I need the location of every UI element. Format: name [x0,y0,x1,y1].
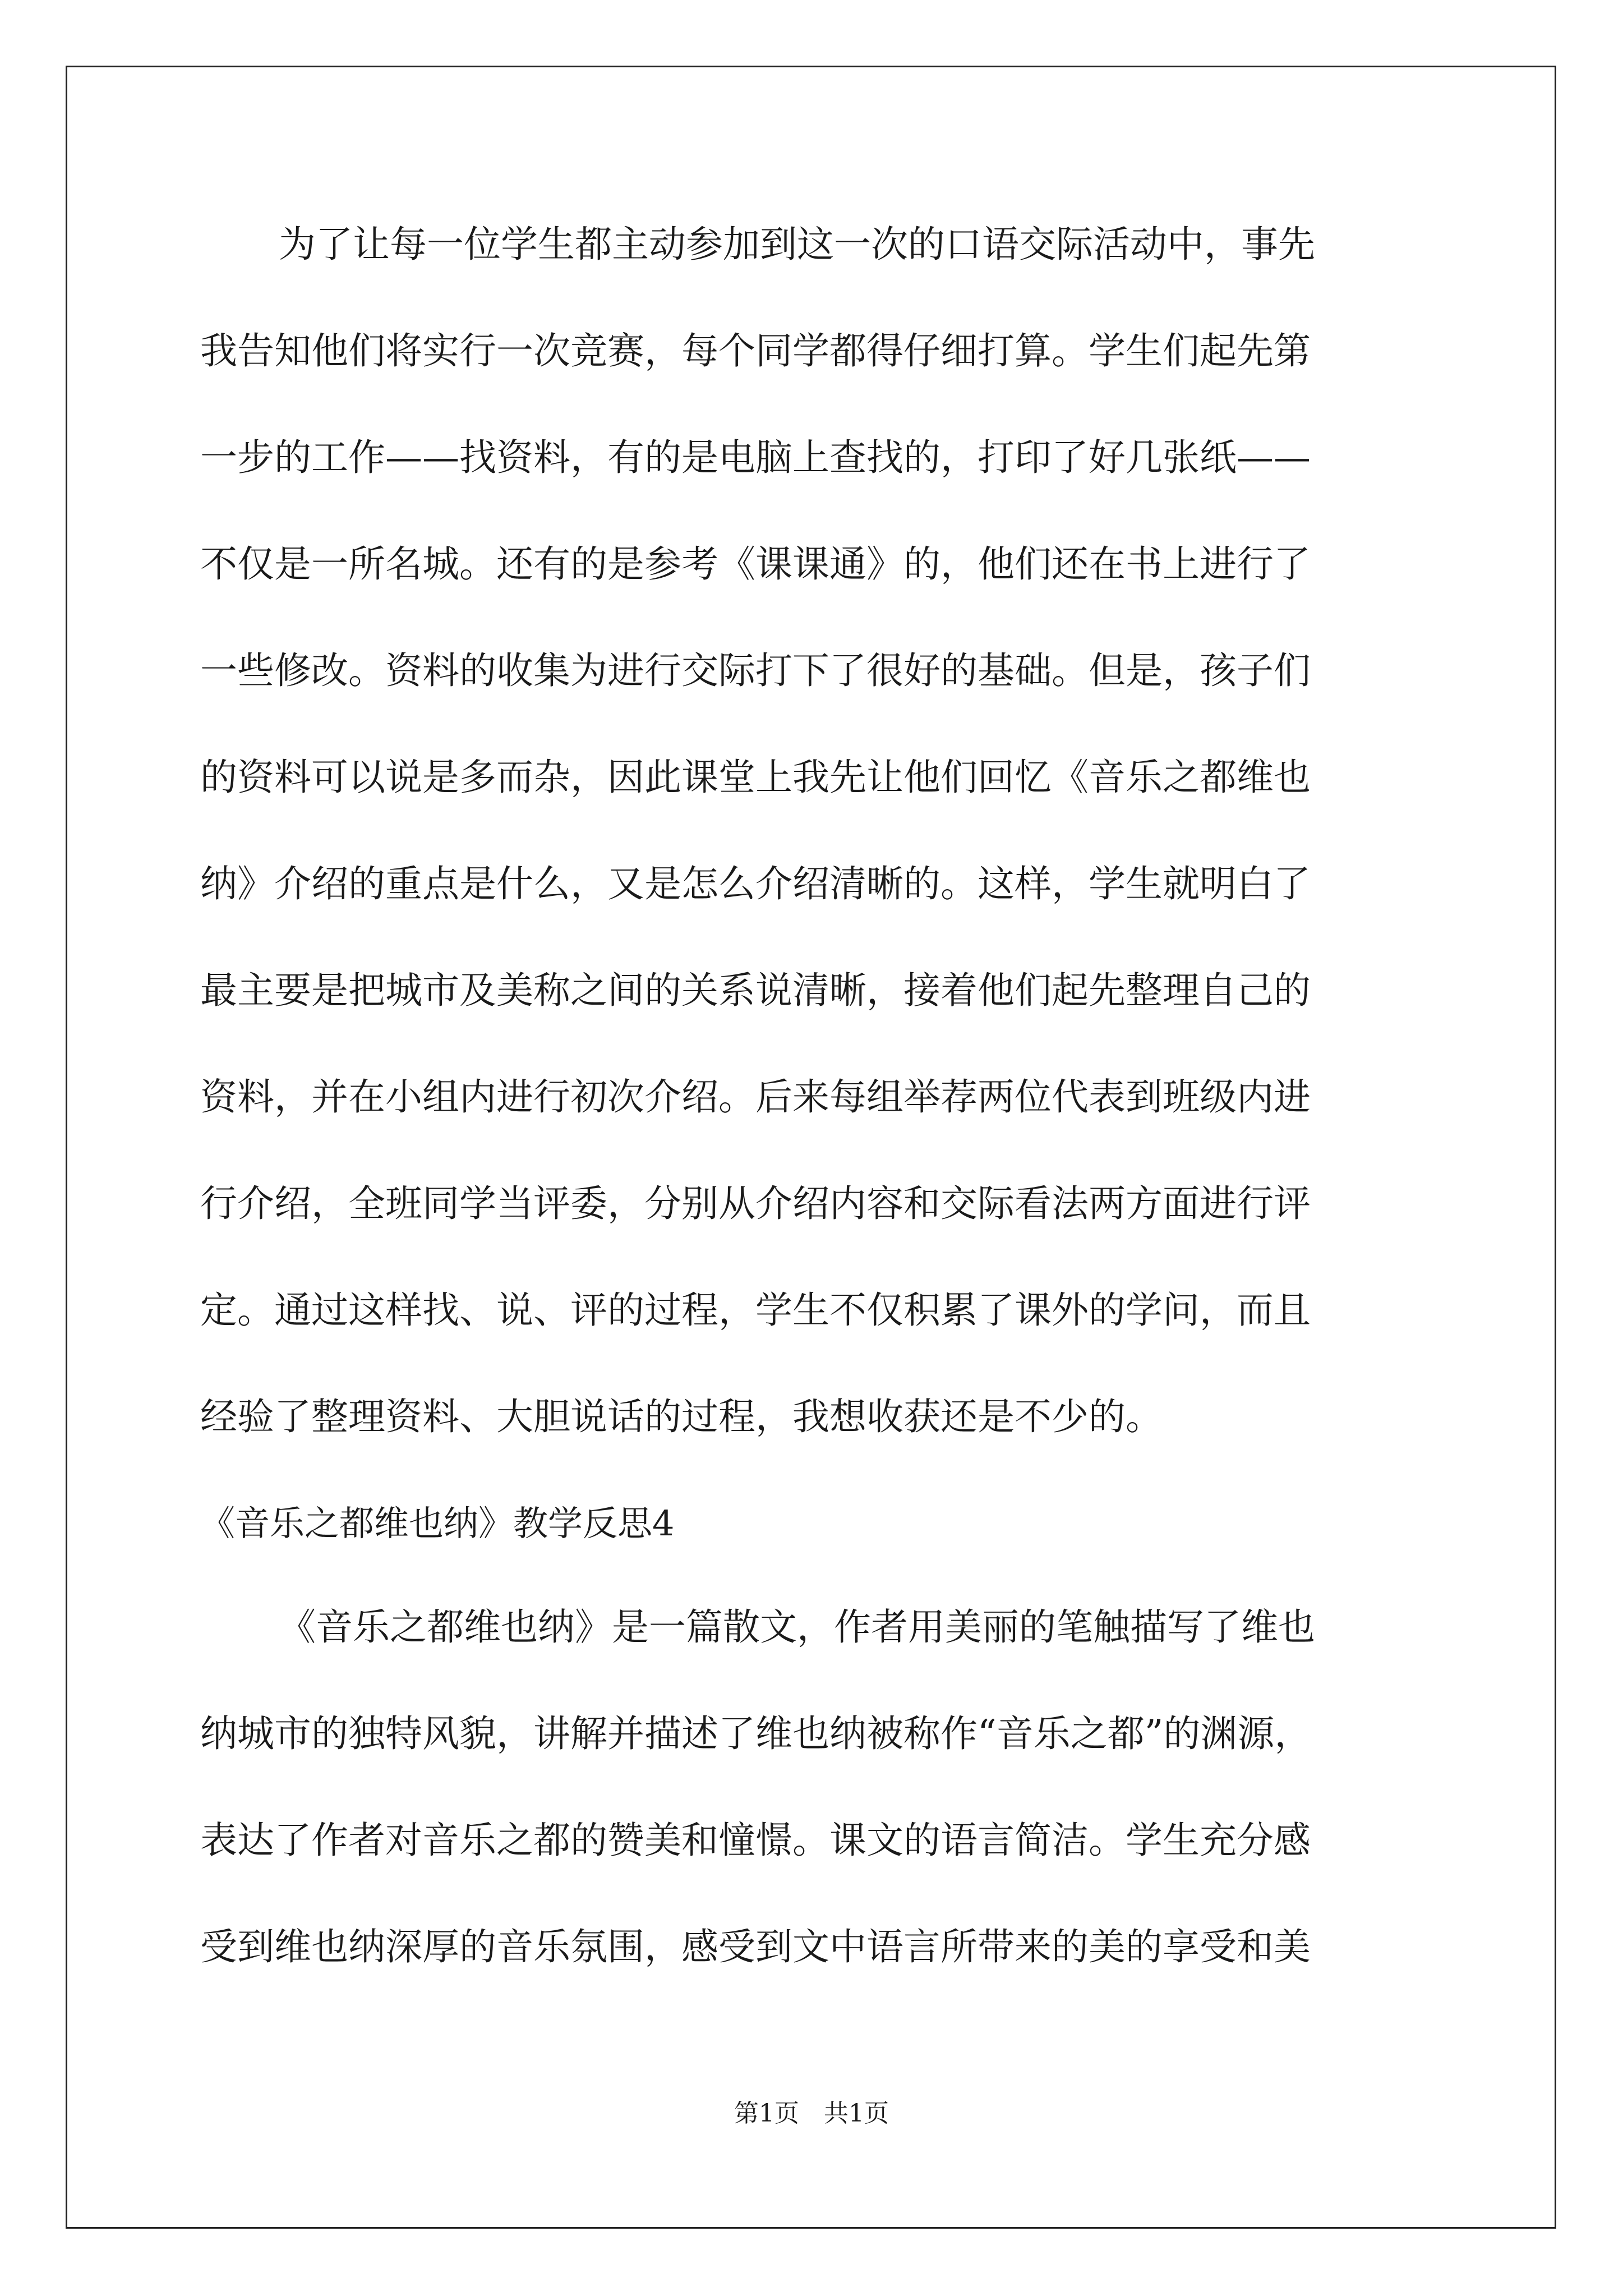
text-line: 一些修改。资料的收集为进行交际打下了很好的基础。但是，孩子们 [200,649,1311,692]
text-line: 表达了作者对音乐之都的赞美和憧憬。课文的语言简洁。学生充分感 [200,1819,1311,1862]
paragraph-2 [200,1600,1434,2027]
text-line: 纳》介绍的重点是什么，又是怎么介绍清晰的。这样，学生就明白了 [200,862,1311,905]
document-body [200,218,1434,2027]
text-line: 不仅是一所名城。还有的是参考《课课通》的，他们还在书上进行了 [200,542,1311,586]
text-line: 最主要是把城市及美称之间的关系说清晰，接着他们起先整理自己的 [200,969,1311,1012]
paragraph-1 [200,218,1434,1497]
text-line: 行介绍，全班同学当评委，分别从介绍内容和交际看法两方面进行评 [200,1182,1311,1225]
text-line: 经验了整理资料、大胆说话的过程，我想收获还是不少的。 [200,1395,1163,1438]
text-line: 受到维也纳深厚的音乐氛围，感受到文中语言所带来的美的享受和美 [200,1925,1311,1968]
text-line: 《音乐之都维也纳》是一篇散文，作者用美丽的笔触描写了维也 [279,1605,1315,1649]
text-line: 一步的工作——找资料，有的是电脑上查找的，打印了好几张纸—— [200,436,1311,479]
text-line: 为了让每一位学生都主动参加到这一次的口语交际活动中，事先 [279,223,1315,266]
text-line: 纳城市的独特风貌，讲解并描述了维也纳被称作“音乐之都”的渊源， [200,1712,1312,1755]
section-heading: 《音乐之都维也纳》教学反思4 [200,1503,675,1544]
page-number-footer: 第1页 共1页 [734,2099,889,2128]
text-line: 资料，并在小组内进行初次介绍。后来每组举荐两位代表到班级内进 [200,1075,1311,1119]
text-line: 的资料可以说是多而杂，因此课堂上我先让他们回忆《音乐之都维也 [200,756,1311,799]
text-line: 定。通过这样找、说、评的过程，学生不仅积累了课外的学问，而且 [200,1289,1311,1332]
text-line: 我告知他们将实行一次竞赛，每个同学都得仔细打算。学生们起先第 [200,329,1311,372]
